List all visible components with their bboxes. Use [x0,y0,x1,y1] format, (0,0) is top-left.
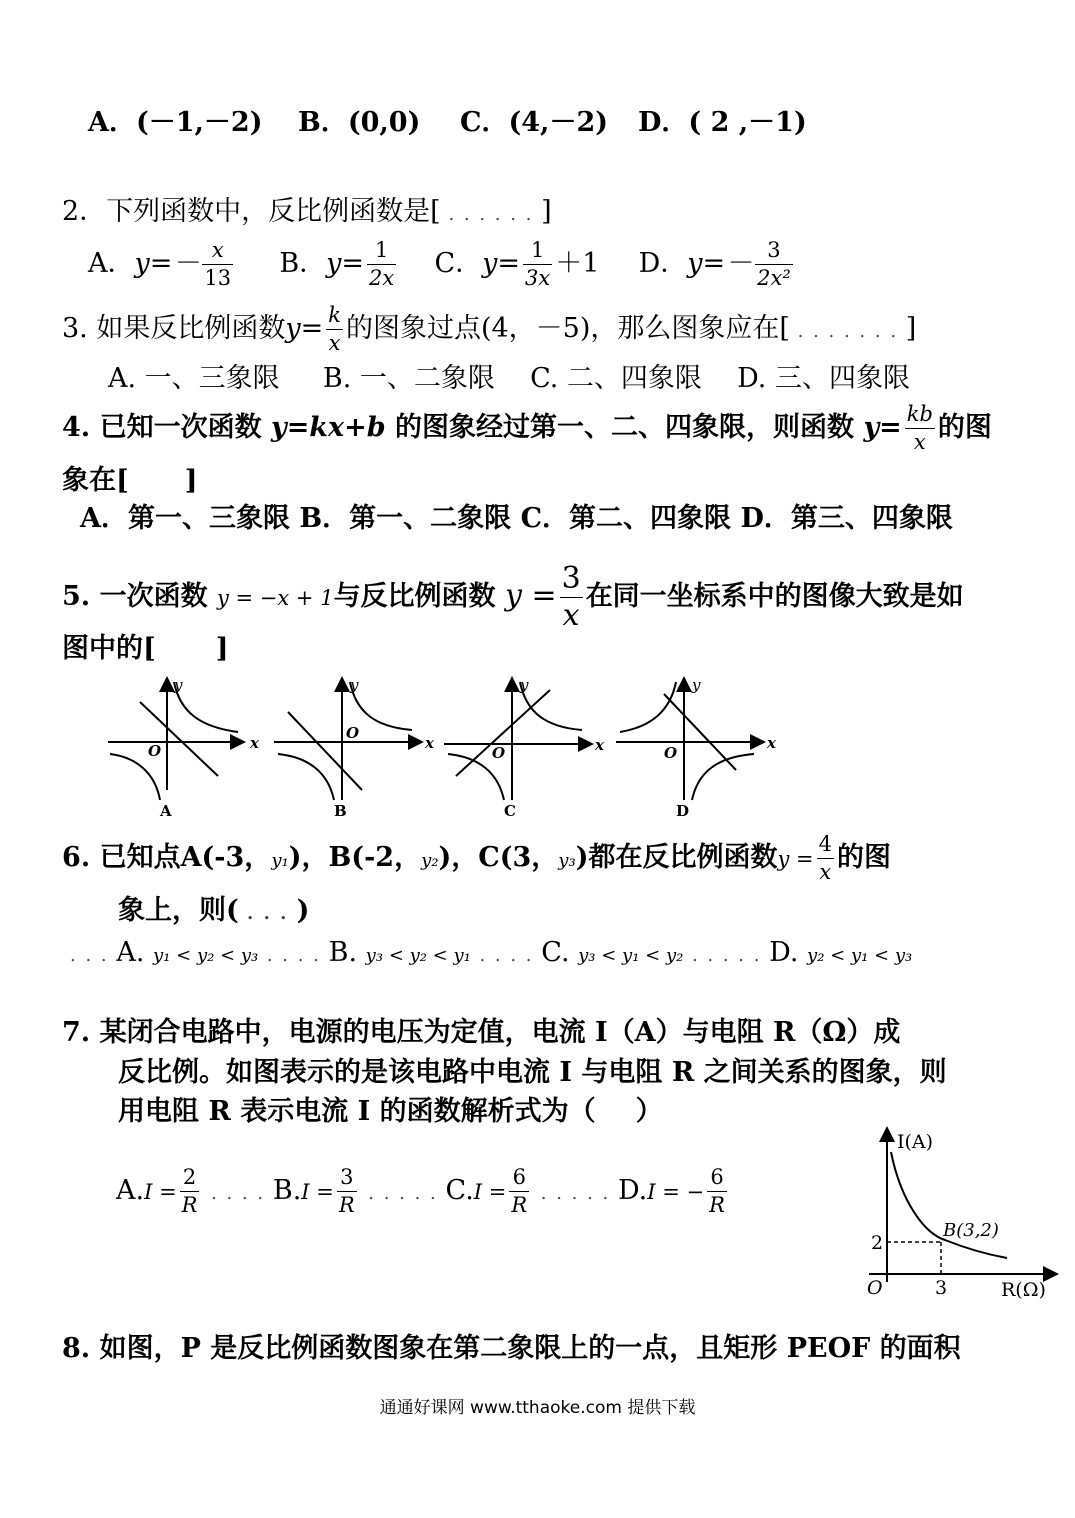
q7-a-fraction: $\frac{2}{R}$ [181,1165,198,1217]
q6-line2-text: 象上，则( [118,895,239,926]
q5-line2-text: 图中的[ [62,633,156,664]
q7-line3 [118,1095,663,1129]
q7-b-lhs: I = [301,1180,334,1204]
q3-stem-pre: 3. 如果反比例函数 [62,313,286,344]
q2-c-tail: ＋1 [555,248,600,279]
q5-stem-mid: 与反比例函数 [333,581,496,612]
q7-line2: 反比例。如图表示的是该电路中电流 I 与电阻 R 之间关系的图象，则 [118,1057,947,1088]
q2-d-fraction: $\frac{3}{\text{2x²}}$ [757,238,791,290]
q3-lhs: y= [285,313,324,344]
q5-line2-close: ] [215,633,229,664]
q5-stem [62,561,964,633]
graph-d [616,676,777,820]
q7-b-fraction: $\frac{3}{R}$ [338,1165,355,1217]
q4-stem-mid: 的图象经过第一、二、四象限，则函数 [395,412,855,443]
q2-c-label: C． [434,248,483,279]
q7-d-lhs: I = − [647,1180,705,1204]
q3-stem-post: 的图象过点(4，－5)，那么图象应在[ [345,313,790,344]
q7-graph [855,1122,1065,1302]
graph-d-origin: O [664,744,678,762]
q7-b-label: B. [272,1175,302,1206]
graph-c-label: C [504,802,516,820]
q6-line2-close: ) [296,895,310,926]
q7-graph-y-axis: I(A) [897,1131,934,1153]
q5-line2 [62,632,229,666]
q7-c-fraction: $\frac{6}{R}$ [511,1165,528,1217]
q2-c-lhs: y= [482,248,521,279]
q2-d-lhs: y=－ [687,248,753,279]
q6-options: . . . A. y₁ < y₂ < y₃ . . . . B. y₃ < y₂ < y₁ . . . . C. y₃ < y₁ < y₂ . . . . . D. y₂ < y₁ < y₃ [70,937,913,968]
q4-lhs: y= [863,412,902,443]
graph-d-label: D [676,802,690,820]
graph-c [444,676,605,820]
graph-d-x: x [767,734,776,752]
q7-options: A.I = $\frac{2}{R}$ . . . . B.I = $\frac{3}{R}$ . . . . . C.I = $\frac{6}{R}$ . . . . . D.I = − $\frac{6}{R}$ [116,1165,725,1217]
q6-option-b: y₃ < y₂ < y₁ [365,945,471,966]
q2-stem-text: 2．下列函数中，反比例函数是[ [62,196,441,227]
q3-options [108,362,910,396]
q4-line2-text: 象在[ [62,465,129,496]
q6-fraction: $\frac{4}{x}$ [818,832,832,884]
q2-b-fraction: $\frac{1}{2x}$ [369,238,395,290]
graph-a-origin: O [148,742,162,760]
graph-d-y: y [692,676,701,694]
q7-graph-origin: O [867,1277,883,1299]
q7-graph-point-label: B(3,2) [943,1220,999,1241]
footer: 通通好课网 www.tthaoke.com 提供下载 [379,1398,696,1418]
q7-line1: 7. 某闭合电路中，电源的电压为定值，电流 I（A）与电阻 R（Ω）成 [62,1017,901,1048]
q4-line2 [62,464,198,498]
q6-y2: y₂ [421,850,439,871]
graph-a-y: y [174,676,183,694]
q7-line3-text: 用电阻 R 表示电流 I 的函数解析式为（ [118,1096,596,1127]
q7-d-label: D. [617,1175,648,1206]
graph-b-label: B [334,802,347,820]
q5-lhs: y = [504,578,557,613]
graph-b-y: y [350,676,359,694]
q5-stem-post: 在同一坐标系中的图像大致是如 [585,581,964,612]
q7-c-lhs: I = [473,1180,507,1204]
q2-options [88,240,796,289]
q3-stem-close: ] [905,313,917,344]
q6-option-c: y₃ < y₁ < y₂ [578,945,684,966]
q6-mid1: )，B(-2， [288,842,422,873]
q6-stem [62,834,891,884]
q6-y3: y₃ [558,850,576,871]
q7-a-lhs: I = [144,1180,177,1204]
q2-d-label: D． [638,248,688,279]
q4-fraction: $\frac{kb}{x}$ [906,402,933,454]
graph-c-x: x [595,736,604,754]
q1-option-c: C．(4,－2) [460,107,609,138]
q6-c-label: C. [541,937,570,968]
q6-mid3: )都在反比例函数 [575,842,778,873]
q7-a-label: A. [116,1175,145,1206]
q2-c-fraction: $\frac{1}{3x}$ [525,238,551,290]
q6-d-label: D. [769,937,799,968]
q1-option-b: B．(0,0) [298,107,421,138]
q4-line2-close: ] [184,465,198,496]
q2-a-label: A． [88,248,135,279]
q2-stem-close: ] [541,196,552,227]
q6-b-label: B. [328,937,358,968]
q2-a-lhs: y=－ [134,248,200,279]
q7-d-fraction: $\frac{6}{R}$ [709,1165,725,1217]
q6-mid2: )，C(3， [438,842,559,873]
q6-stem-post: 的图 [836,842,891,873]
q6-option-d: y₂ < y₁ < y₃ [807,945,913,966]
q1-option-d: D．( 2 ,－1) [638,107,807,138]
q4-stem [62,404,992,453]
graph-a-label: A [160,802,172,820]
q2-stem: 2．下列函数中，反比例函数是[ . . . . . . ] [62,196,552,227]
q7-graph-tick-x: 3 [935,1277,948,1299]
q7-graph-tick-y: 2 [871,1232,884,1254]
q2-b-label: B． [279,248,327,279]
q6-line2: 象上，则( . . . ) [118,895,310,926]
graph-c-origin: O [492,744,506,762]
q3-option-a: A. 一、三象限 [108,363,280,394]
graph-a-x: x [250,734,259,752]
q4-eq1: y=kx+b [271,412,386,443]
q5-stem-pre: 5. 一次函数 [62,581,208,612]
q3-option-d: D. 三、四象限 [737,363,910,394]
q6-option-a: y₁ < y₂ < y₃ [153,945,259,966]
q6-y1: y₁ [271,850,289,871]
q4-options: A．第一、三象限 B．第一、二象限 C．第二、四象限 D．第三、四象限 [80,503,953,534]
q3-option-b: B. 一、二象限 [322,363,495,394]
q4-stem-pre: 4. 已知一次函数 [62,412,262,443]
q4-stem-post: 的图 [937,412,992,443]
q7-graph-x-axis: R(Ω) [1001,1279,1046,1301]
graph-c-y: y [520,676,529,694]
q6-a-label: A. [116,937,145,968]
q7-c-label: C. [445,1175,474,1206]
q5-graphs [100,672,780,822]
graph-b [274,676,435,820]
q2-a-fraction: $\frac{x}{13}$ [204,238,232,290]
q5-eq1: y = −x + 1 [217,586,334,610]
q6-lhs: y = [777,847,814,871]
q6-stem-pre: 6. 已知点A(-3， [62,842,272,873]
q5-fraction: $\frac{3}{x}$ [561,561,581,633]
q8-line1: 8. 如图，P 是反比例函数图象在第二象限上的一点，且矩形 PEOF 的面积 [62,1333,961,1364]
q7-line3-close: ） [635,1096,663,1127]
q2-b-lhs: y= [326,248,365,279]
q3-fraction: $\frac{k}{x}$ [328,303,341,355]
q1-option-a: A．(－1,－2) [88,107,263,138]
q3-stem: 3. 如果反比例函数y= $\frac{k}{x}$ 的图象过点(4，－5)，那么图象应在[ . . . . . . . ] [62,303,917,355]
graph-b-origin: O [346,724,360,742]
q3-option-c: C. 二、四象限 [530,363,702,394]
graph-a [108,676,260,820]
graph-b-x: x [425,734,434,752]
